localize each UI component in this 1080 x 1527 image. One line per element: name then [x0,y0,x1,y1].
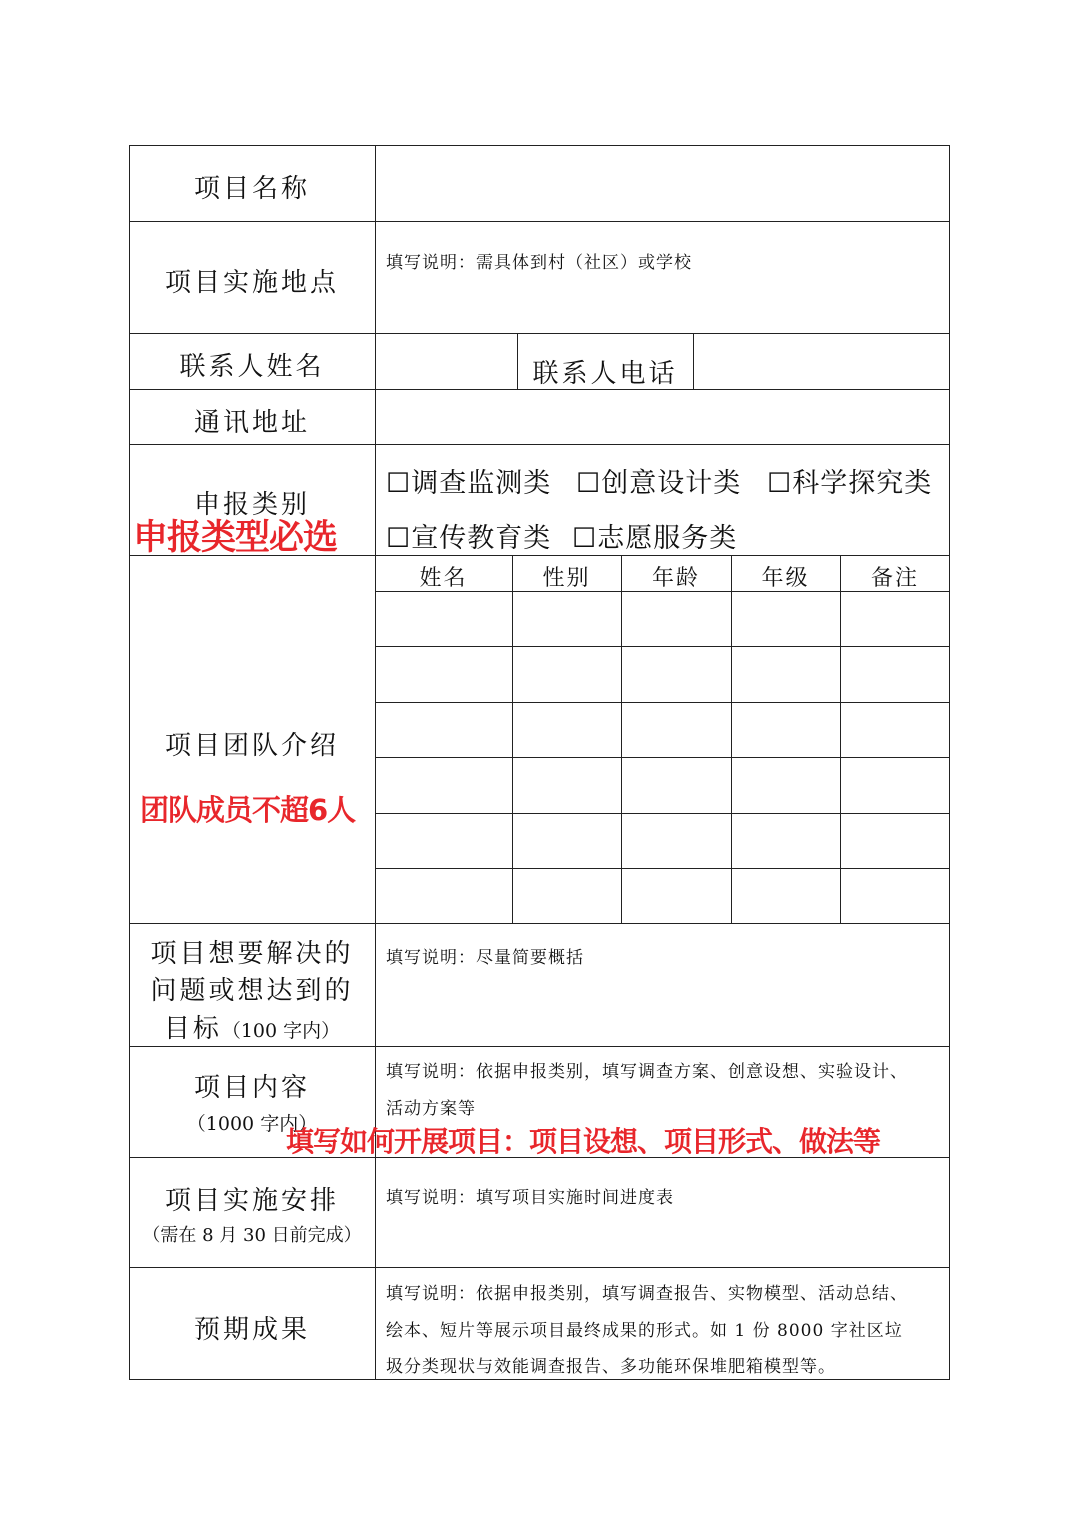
team-col-age: 年龄 [651,566,700,591]
goal-note: 填写说明：尽量简要概括 [386,948,584,968]
goal-label-line-2: 问题或想达到的 [150,976,354,1006]
content-limit: （1000 字内） [186,1113,318,1135]
divider [375,757,950,758]
divider [693,333,694,389]
divider [375,646,950,647]
schedule-label: 项目实施安排 [164,1186,339,1216]
contact-phone-label: 联系人电话 [532,359,678,389]
goal-label-line-3 [129,1008,375,1045]
outcome-note-line-2: 绘本、短片等展示项目最终成果的形式。如 1 份 8000 字社区垃 [386,1321,903,1341]
divider [512,555,513,923]
team-col-grade: 年级 [761,566,810,591]
category-option-science[interactable]: ☐科学探究类 [767,468,933,499]
project-name-input[interactable] [377,147,948,219]
content-note-line-2: 活动方案等 [386,1099,476,1119]
category-option-design[interactable]: ☐创意设计类 [576,468,742,499]
goal-label-limit: （100 字内） [221,1020,341,1042]
contact-phone-input[interactable] [695,335,948,387]
content-note-line-1: 填写说明：依据申报类别，填写调查方案、创意设想、实验设计、 [386,1062,908,1082]
schedule-deadline: （需在 8 月 30 日前完成） [142,1225,362,1246]
divider [375,868,950,869]
category-option-volunteer[interactable]: ☐志愿服务类 [572,523,738,554]
team-col-name: 姓名 [419,566,468,591]
location-input[interactable] [377,223,948,331]
outcome-label: 预期成果 [193,1315,310,1345]
divider [375,813,950,814]
divider [129,221,950,222]
contact-name-label: 联系人姓名 [179,352,325,382]
goal-label-line-1: 项目想要解决的 [150,939,354,969]
divider [621,555,622,923]
team-col-gender: 性别 [542,566,591,591]
category-option-survey[interactable]: ☐调查监测类 [386,468,552,499]
address-label: 通讯地址 [193,408,310,438]
contact-name-input[interactable] [377,335,515,387]
divider [375,702,950,703]
location-label: 项目实施地点 [164,268,339,298]
goal-label-word: 目标 [163,1014,222,1044]
category-label: 申报类别 [193,490,310,520]
outcome-note-line-1: 填写说明：依据申报类别，填写调查报告、实物模型、活动总结、 [386,1284,908,1304]
team-col-remarks: 备注 [870,566,919,591]
content-annotation: 填写如何开展项目：项目设想、项目形式、做法等 [286,1125,881,1158]
divider [129,1046,950,1047]
content-label: 项目内容 [193,1073,310,1103]
category-option-education[interactable]: ☐宣传教育类 [386,523,552,554]
project-name-label: 项目名称 [193,174,310,204]
divider [840,555,841,923]
schedule-note: 填写说明：填写项目实施时间进度表 [386,1188,674,1208]
address-input[interactable] [377,391,948,442]
divider [731,555,732,923]
team-label: 项目团队介绍 [164,731,339,761]
divider [129,1267,950,1268]
divider [129,333,950,334]
location-note: 填写说明：需具体到村（社区）或学校 [386,253,692,273]
team-annotation: 团队成员不超6人 [140,793,356,827]
category-annotation: 申报类型必选 [133,518,338,558]
outcome-note-line-3: 圾分类现状与效能调查报告、多功能环保堆肥箱模型等。 [386,1357,836,1377]
divider [375,145,376,1380]
divider [129,923,950,924]
divider [129,444,950,445]
